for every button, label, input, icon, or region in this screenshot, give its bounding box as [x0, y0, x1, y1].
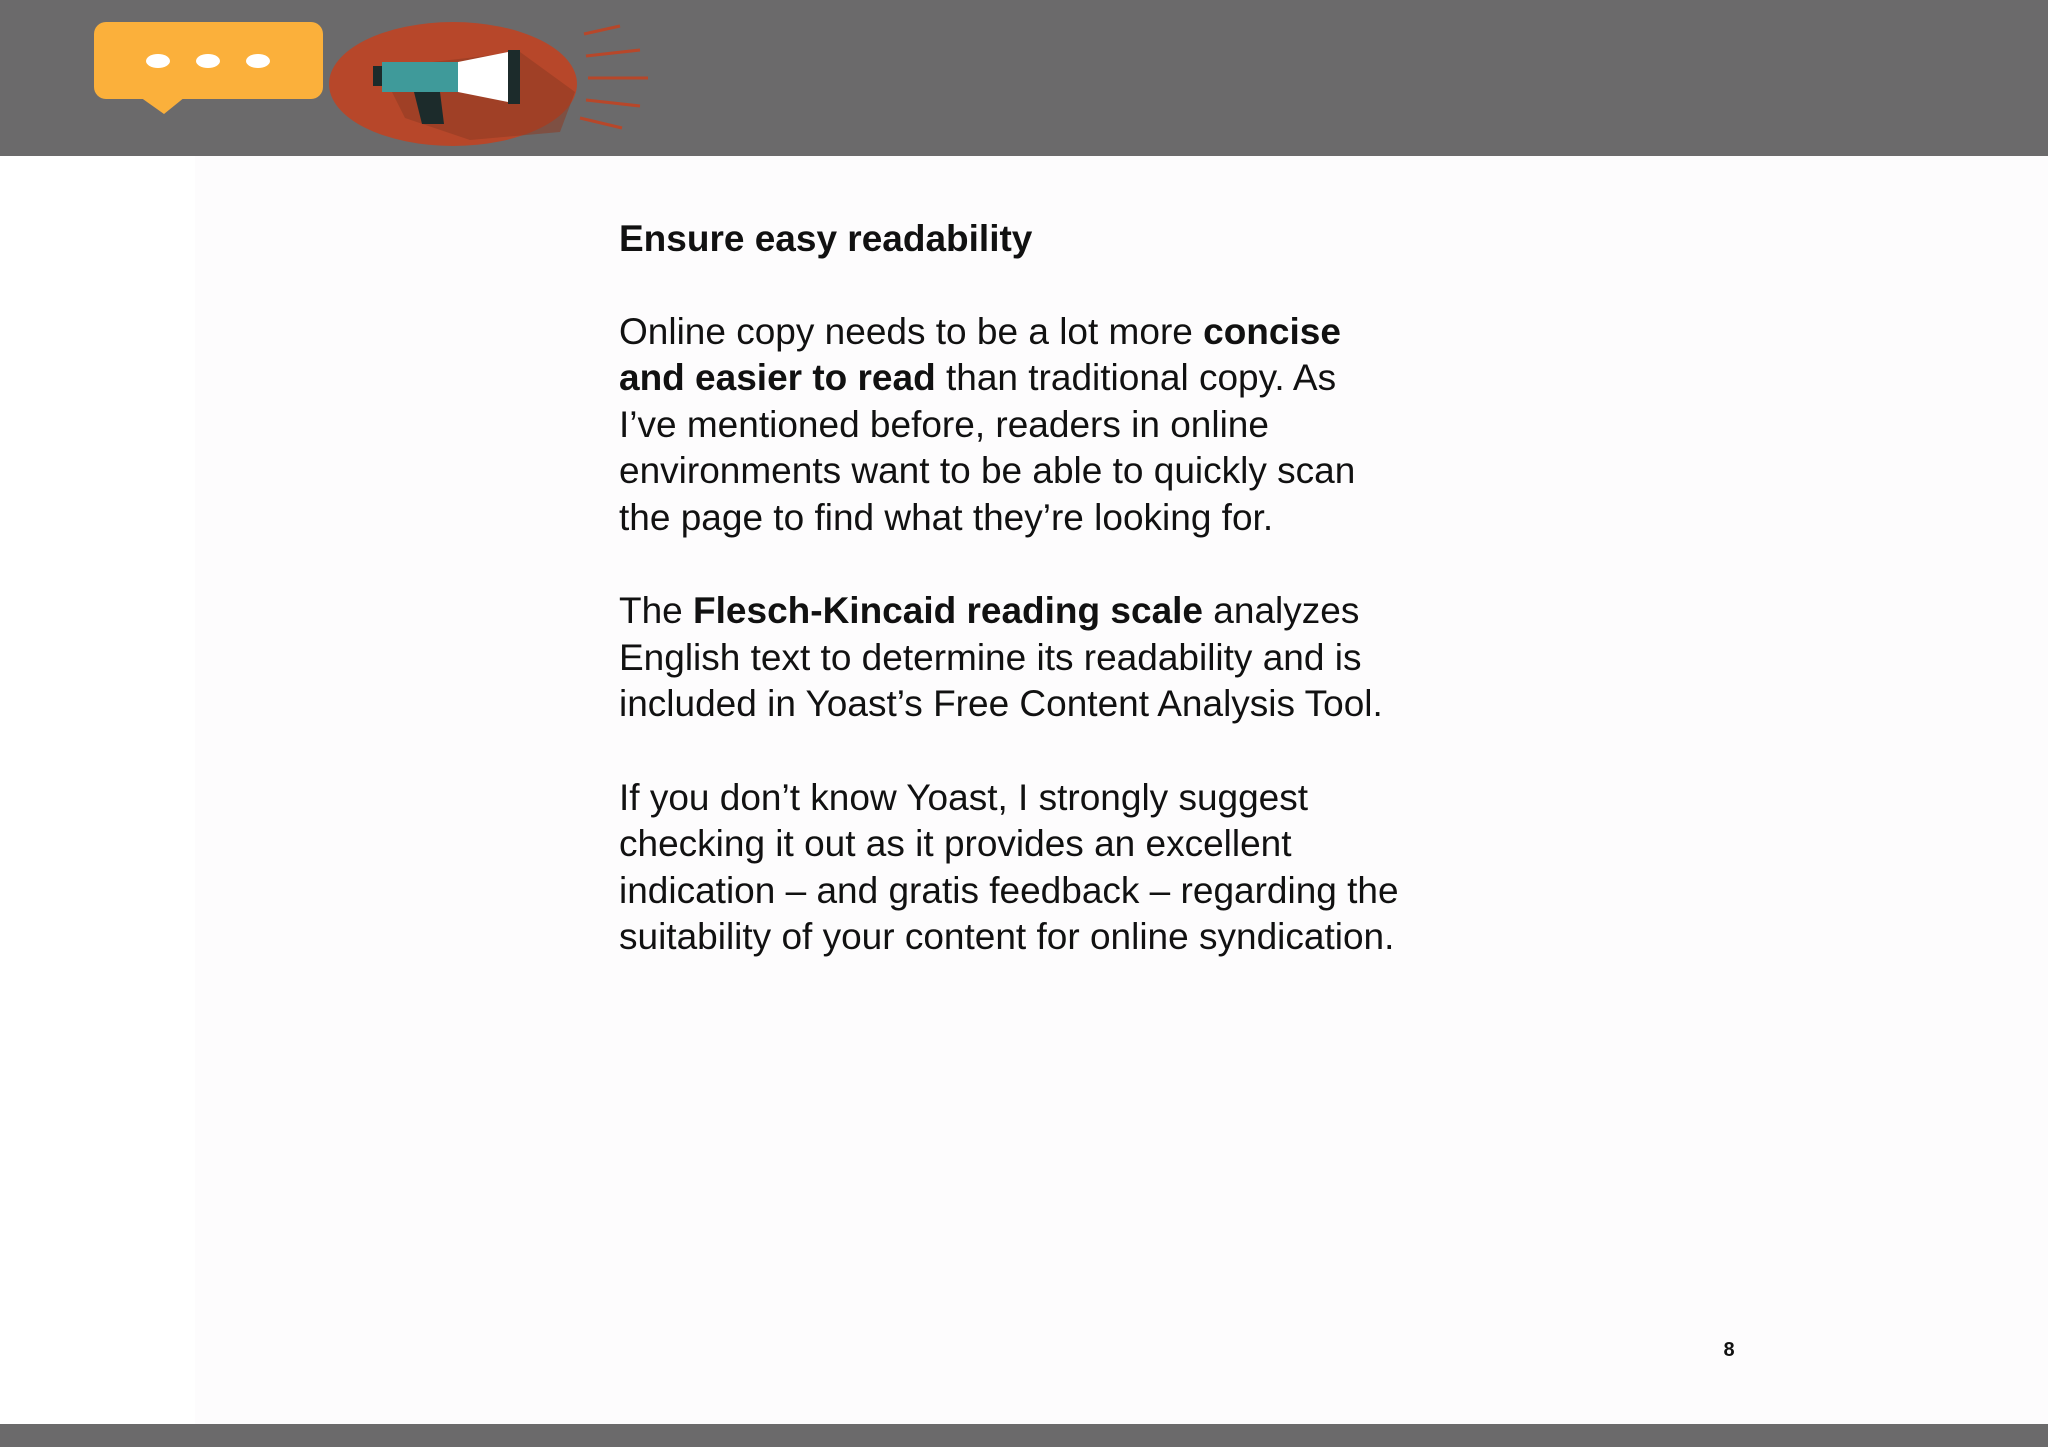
- paragraph-line: suitability of your content for online syndication.: [619, 916, 1395, 958]
- text-run: analyzes: [1203, 590, 1360, 632]
- paragraph-line: included in Yoast’s Free Content Analysis Tool.: [619, 683, 1383, 725]
- paragraph-line: I’ve mentioned before, readers in online: [619, 403, 1269, 445]
- paragraph-line: [619, 588, 1459, 635]
- paragraph-line: indication – and gratis feedback – regarding the: [619, 869, 1399, 911]
- speech-bubble-icon: [94, 22, 323, 114]
- left-margin: [0, 156, 195, 1424]
- paragraph-line: English text to determine its readability and is: [619, 636, 1362, 678]
- footer-band: [0, 1424, 2048, 1447]
- paragraph-line: environments want to be able to quickly scan: [619, 450, 1356, 492]
- section-heading: Ensure easy readability: [619, 218, 1033, 259]
- paragraph-line: [619, 309, 1459, 356]
- header-illustration: [0, 0, 700, 156]
- bold-text: and easier to read: [619, 357, 936, 399]
- text-run: than traditional copy. As: [935, 357, 1337, 399]
- text-run: The: [619, 590, 694, 632]
- page-number: 8: [1723, 1339, 1735, 1361]
- paragraph-line: the page to find what they’re looking for.: [619, 496, 1274, 538]
- paragraph-line: checking it out as it provides an excellent: [619, 823, 1292, 865]
- paragraph-concise-copy: [619, 309, 1459, 542]
- text-run: Online copy needs to be a lot more: [619, 310, 1204, 352]
- paragraph-line: [619, 355, 1459, 402]
- paragraph-line: If you don’t know Yoast, I strongly suggest: [619, 776, 1309, 818]
- paragraph-flesch-kincaid: [619, 588, 1459, 728]
- megaphone-icon: [329, 22, 648, 146]
- paragraph-yoast: [619, 775, 1459, 961]
- bold-text: Flesch-Kincaid reading scale: [693, 590, 1204, 632]
- bold-text: concise: [1203, 310, 1341, 352]
- document-content: [619, 216, 1459, 1008]
